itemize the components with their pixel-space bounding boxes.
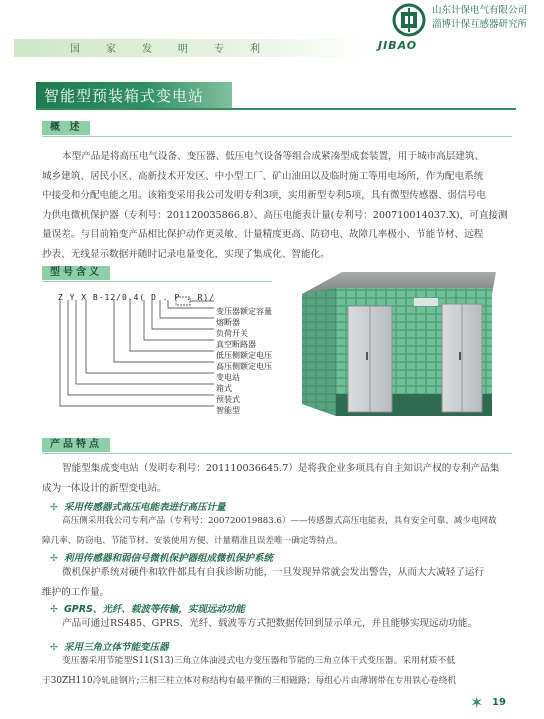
legend-item: 变压器额定容量 — [216, 307, 272, 316]
feature-line: 于30ZH110冷轧硅钢片;三相三柱立体对称结构有最平衡的三相磁路；每组心片由薄钢带在专用铁心卷绕机 — [42, 675, 457, 686]
feature-line: 高压侧采用我公司专利产品（专利号：200720019883.6）——传感器式高压电能表，具有安全可靠、减少电网故 — [62, 516, 497, 526]
company-logo-icon — [392, 3, 426, 37]
overview-rule — [42, 136, 512, 137]
overview-text — [42, 147, 508, 264]
page-number: 19 — [492, 697, 506, 708]
feature-line: 产品可通过RS485、GPRS、光纤、载波等方式把数据传回到显示单元，并且能够实现远动功能。 — [62, 618, 477, 629]
overview-line: 中接受和分配电能之用。该箱变采用我公司发明专利3项，实用新型专利5项，具有微型传感器、弱信号电 — [42, 190, 486, 201]
bullet-star-icon: ✢ — [50, 642, 58, 653]
feature-heading: ✢ 采用三角立体节能变压器 — [50, 642, 169, 653]
substation-product-image — [296, 266, 496, 418]
feature-line: 微机保护系统对硬件和软件都具有自我诊断功能，一旦发现异常就会发出警告，从而大大减轻了运行 — [62, 567, 485, 578]
overview-line: 力供电微机保护器（专利号：201120035866.8）、高压电能表计量(专利号：200710014037.X)，可直接测 — [42, 209, 508, 221]
legend-item: 高压侧额定电压 — [216, 362, 272, 371]
legend-item: 箱式 — [216, 384, 232, 393]
bullet-star-icon: ✢ — [50, 502, 58, 513]
bullet-star-icon: ✢ — [50, 604, 58, 615]
company-name: 山东计保电气有限公司 — [432, 5, 528, 16]
feature-line: 障几率、防窃电、节能节材、安装使用方便、计量精准且误差唯一确定等特点。 — [42, 535, 343, 546]
features-tag: 产品特点 — [42, 438, 110, 452]
feature-heading: ✢ 采用传感器式高压电能表进行高压计量 — [50, 502, 226, 513]
bullet-star-icon: ✢ — [50, 553, 58, 564]
feature-line: 维护的工作量。 — [42, 586, 110, 598]
institute-name: 淄博计保互感器研究所 — [432, 19, 528, 30]
feature-text — [42, 652, 457, 691]
legend-item: 低压侧额定电压 — [216, 351, 272, 360]
model-code: Z Y X B-12/0.4( D . P . R)/ — [58, 293, 216, 302]
legend-item: 负荷开关 — [216, 329, 248, 338]
model-bracket-diagram — [56, 296, 226, 414]
model-rule — [42, 281, 272, 282]
feature-heading: ✢ GPRS、光纤、载波等传输，实现远动功能 — [50, 604, 245, 615]
title-divider — [36, 108, 516, 110]
overview-line: 抄表、无线显示数据并随时记录电量变化，实现了集成化、智能化。 — [42, 248, 330, 260]
feature-text — [42, 563, 485, 602]
footer-star-icon: ✶ — [470, 693, 484, 712]
feature-heading: ✢ 利用传感器和弱信号微机保护器组成微机保护系统 — [50, 553, 273, 564]
company-info — [432, 4, 527, 32]
feature-text — [62, 614, 477, 634]
page-title: 智能型预装箱式变电站 — [44, 87, 205, 105]
intro-line: 智能型集成变电站（发明专利号：201110036645.7）是将我企业多项具有自主知识产权的专利产品集 — [62, 463, 500, 474]
features-rule — [42, 453, 512, 454]
legend-item: 预装式 — [216, 395, 240, 404]
feature-line: 变压器采用节能型S11(S13)三角立体油浸式电力变压器和节能的三角立体干式变压器。采用材质不低 — [62, 656, 456, 666]
model-tag: 型号含义 — [42, 266, 110, 280]
feature-text — [42, 512, 497, 551]
overview-line: 本型产品是将高压电气设备、变压器、低压电气设备等组合成紧凑型成套装置，用于城市高层建筑、 — [62, 151, 485, 162]
overview-tag: 概 述 — [42, 121, 90, 135]
legend-item: 智能型 — [216, 406, 240, 415]
overview-line: 城乡建筑、居民小区、高新技术开发区、中小型工厂、矿山油田以及临时施工等用电场所，作为配电系统 — [42, 170, 484, 182]
page-header — [0, 0, 544, 58]
legend-item: 变电站 — [216, 373, 240, 382]
model-legend — [216, 306, 272, 416]
legend-item: 真空断路器 — [216, 340, 256, 349]
header-slogan: 国家发明专利 — [70, 44, 286, 55]
intro-line: 成为一体设计的新型变电站。 — [42, 482, 167, 494]
brand-wordmark: JIBAO — [378, 39, 418, 52]
page-title-bar — [36, 82, 232, 108]
overview-line: 量误差。与目前箱变产品相比保护动作更灵敏、计量精度更高、防窃电、故障几率极小、节能节材、远程 — [42, 229, 484, 240]
legend-item: 熔断器 — [216, 318, 240, 327]
features-intro — [42, 459, 499, 498]
